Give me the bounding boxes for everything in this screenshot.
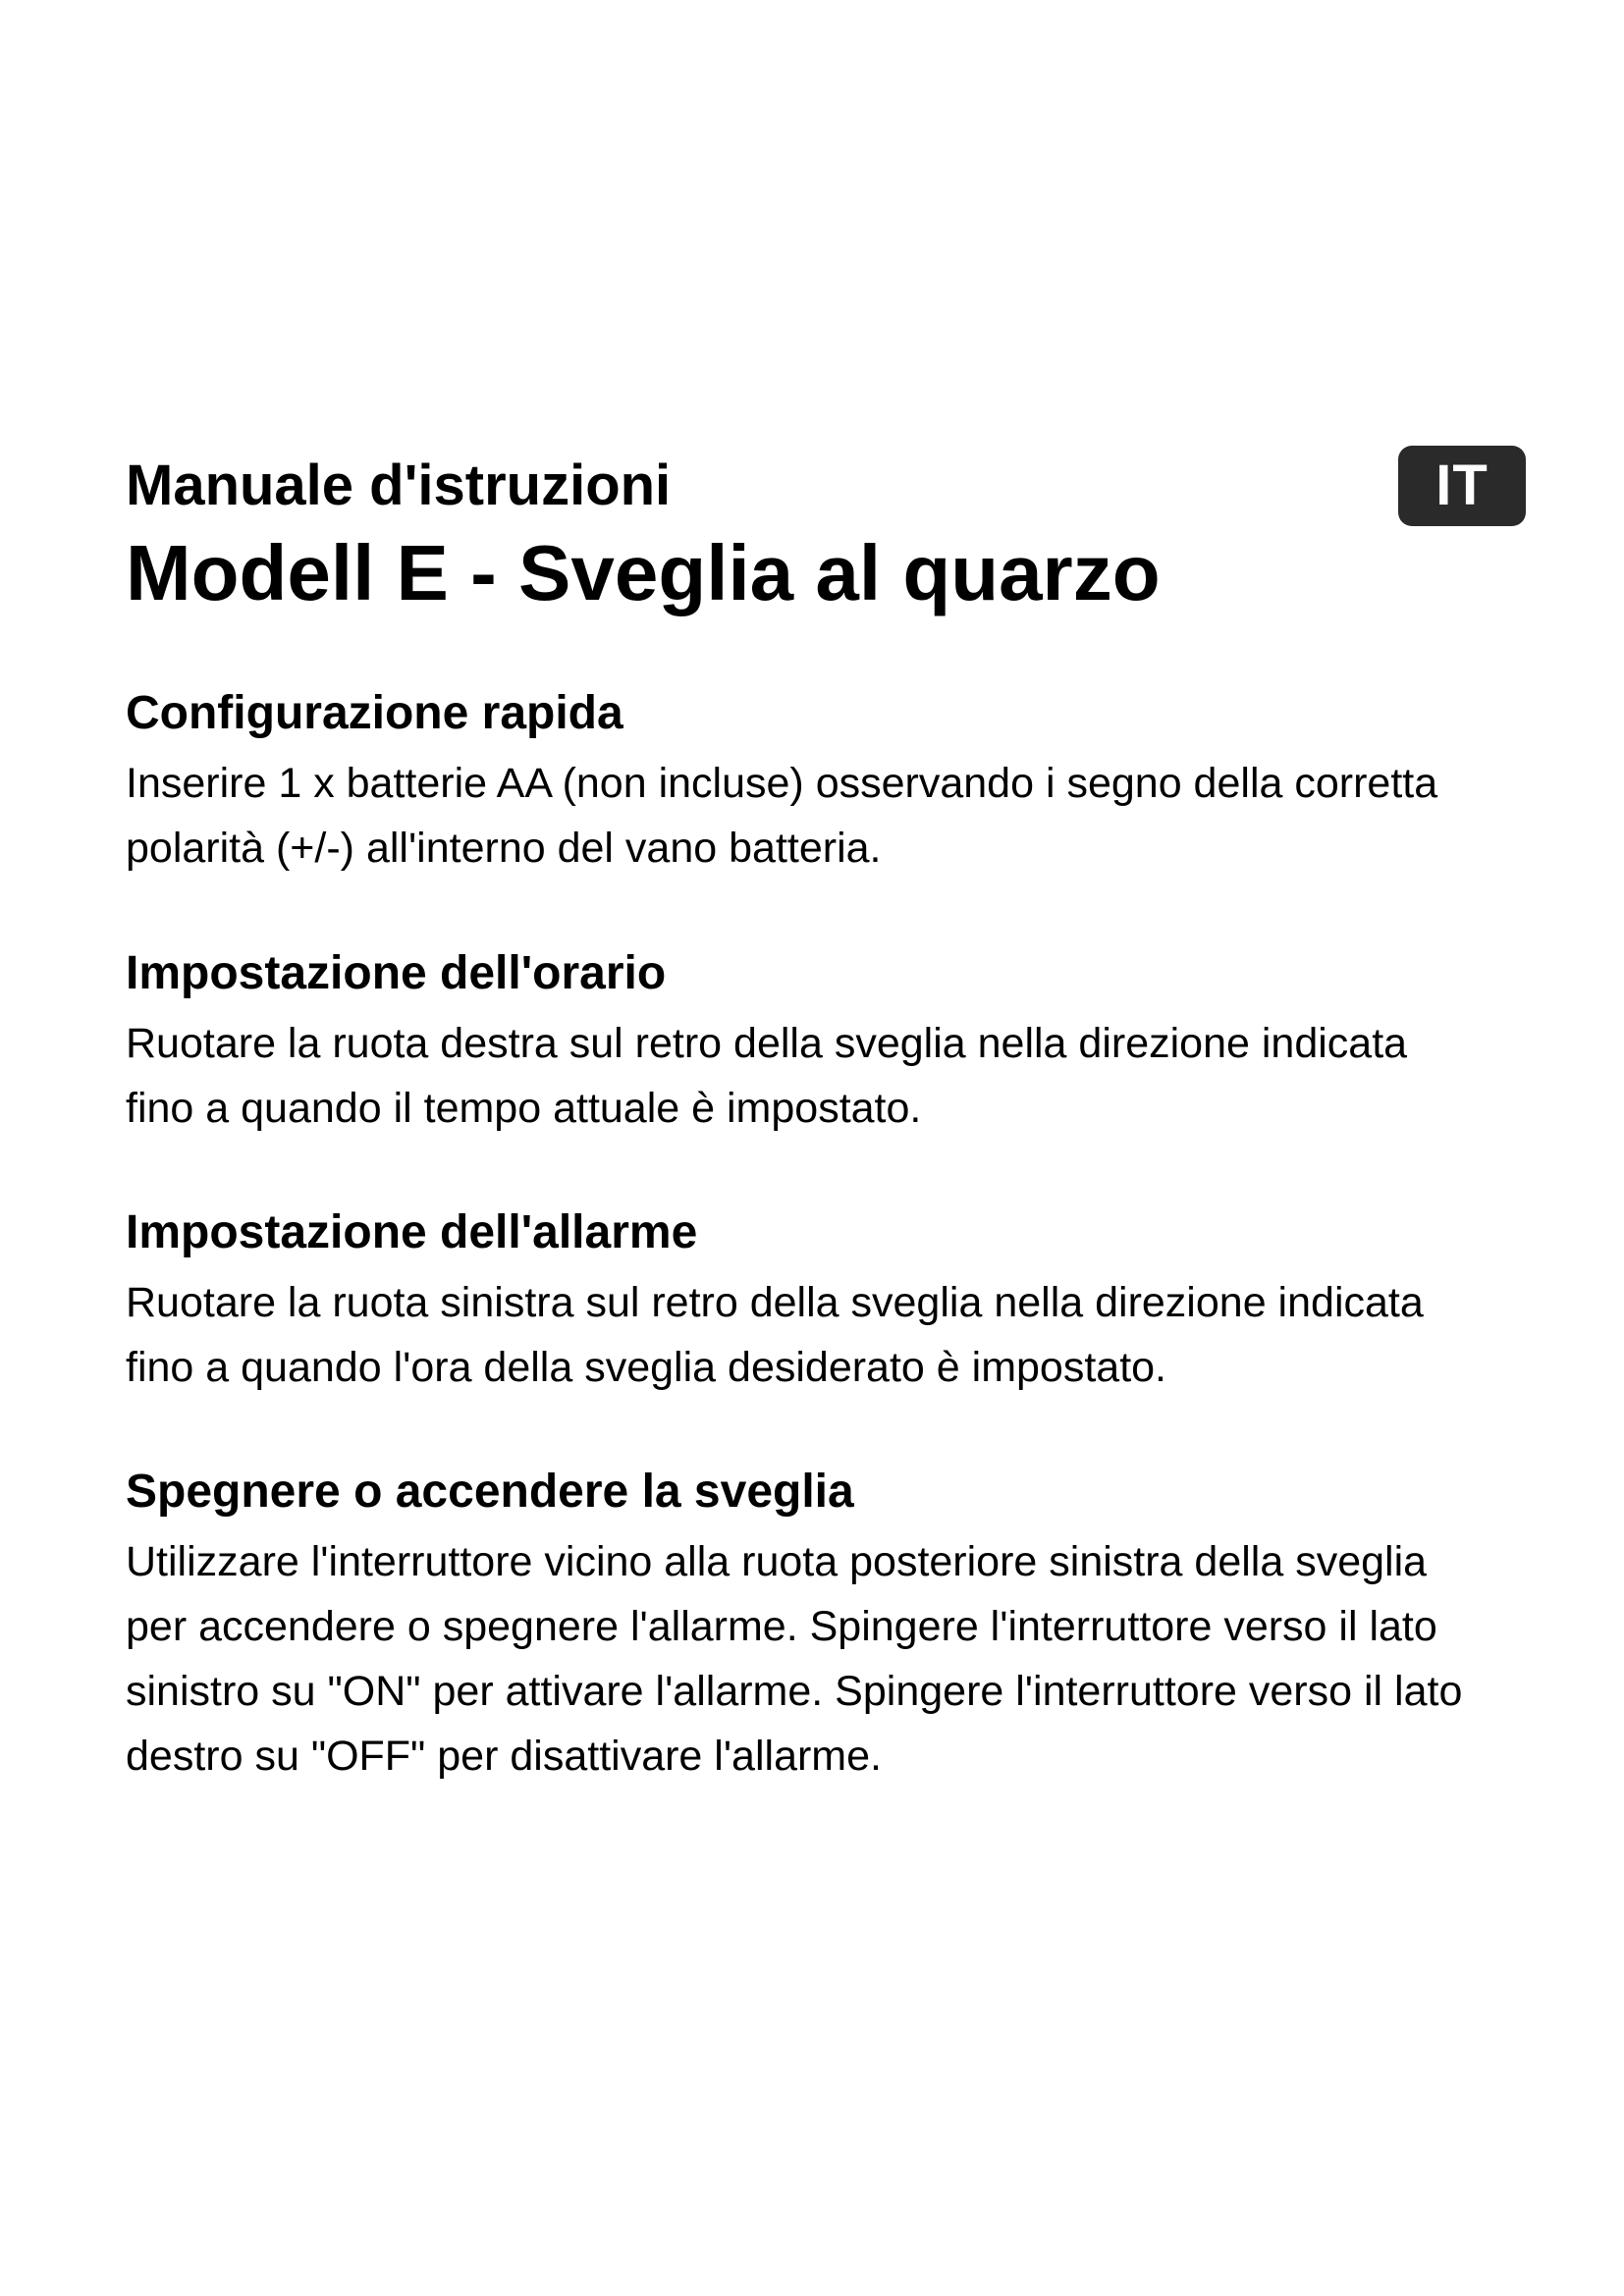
body-line: Utilizzare l'interruttore vicino alla ruota posteriore sinistra della sveglia (126, 1538, 1428, 1585)
section-heading: Configurazione rapida (126, 687, 623, 739)
section-time-setting (126, 944, 1520, 1141)
language-badge: IT (1398, 446, 1526, 526)
section-body (126, 1270, 1520, 1400)
body-line: Ruotare la ruota sinistra sul retro della sveglia nella direzione indicata (126, 1279, 1424, 1326)
page-title: Modell E - Sveglia al quarzo (126, 529, 1161, 616)
section-alarm-on-off (126, 1463, 1520, 1789)
section-body (126, 1529, 1520, 1789)
section-body (126, 751, 1520, 881)
section-body (126, 1011, 1520, 1141)
body-line: fino a quando il tempo attuale è impostato. (126, 1085, 922, 1132)
body-line: Inserire 1 x batterie AA (non incluse) osservando i segno della corretta (126, 760, 1438, 807)
section-heading: Spegnere o accendere la sveglia (126, 1466, 854, 1518)
section-alarm-setting (126, 1203, 1520, 1400)
body-line: destro su "OFF" per disattivare l'allarme. (126, 1733, 882, 1780)
body-line: polarità (+/-) all'interno del vano batteria. (126, 825, 882, 872)
body-line: sinistro su "ON" per attivare l'allarme. Spingere l'interruttore verso il lato (126, 1668, 1463, 1715)
section-heading: Impostazione dell'orario (126, 947, 667, 999)
body-line: Ruotare la ruota destra sul retro della sveglia nella direzione indicata (126, 1020, 1408, 1067)
section-heading: Impostazione dell'allarme (126, 1206, 698, 1258)
body-line: per accendere o spegnere l'allarme. Spingere l'interruttore verso il lato (126, 1603, 1437, 1650)
body-line: fino a quando l'ora della sveglia desiderato è impostato. (126, 1344, 1167, 1391)
manual-subtitle: Manuale d'istruzioni (126, 454, 672, 517)
section-quick-setup (126, 684, 1520, 881)
